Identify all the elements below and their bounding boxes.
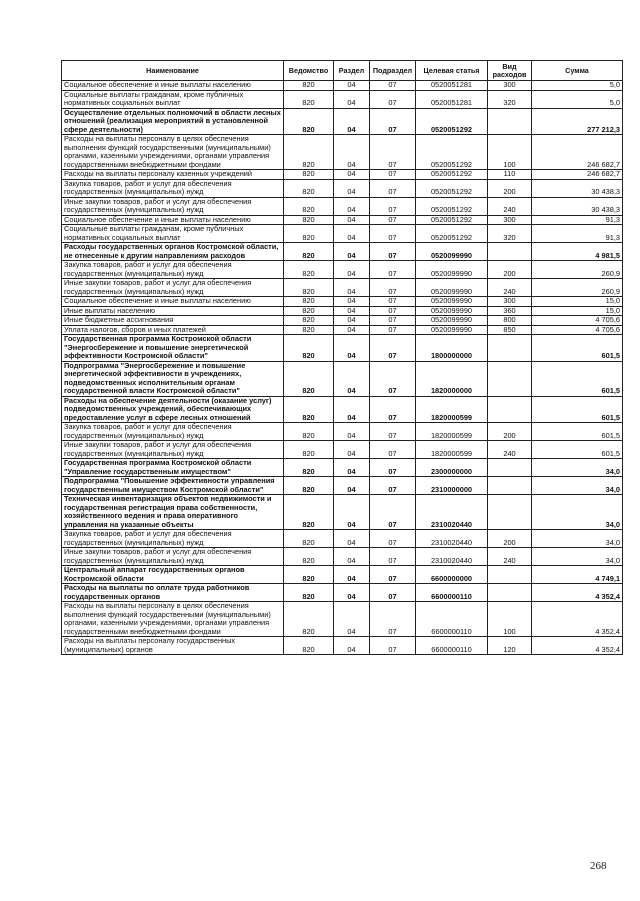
cell-expense-type — [488, 335, 532, 362]
cell-expense-type: 850 — [488, 325, 532, 335]
cell-sum: 4 749,1 — [532, 566, 623, 584]
table-row — [62, 530, 623, 548]
table-row — [62, 297, 623, 307]
table-row — [62, 108, 623, 135]
cell-dept: 820 — [284, 566, 334, 584]
table-row — [62, 316, 623, 326]
cell-expense-type: 100 — [488, 602, 532, 637]
cell-section: 04 — [334, 81, 370, 91]
cell-sum: 34,0 — [532, 548, 623, 566]
cell-name: Закупка товаров, работ и услуг для обеспечения государственных (муниципальных) нужд — [62, 261, 284, 279]
cell-sum: 4 981,5 — [532, 243, 623, 261]
cell-subsection: 07 — [370, 361, 416, 396]
cell-name: Расходы на выплаты по оплате труда работников государственных органов — [62, 584, 284, 602]
cell-name: Расходы государственных органов Костромской области, не отнесенные к другим направлениям расходов — [62, 243, 284, 261]
cell-sum: 601,5 — [532, 396, 623, 423]
cell-name: Иные закупки товаров, работ и услуг для обеспечения государственных (муниципальных) нужд — [62, 279, 284, 297]
cell-sum: 91,3 — [532, 225, 623, 243]
cell-expense-type: 300 — [488, 215, 532, 225]
cell-name: Социальные выплаты гражданам, кроме публичных нормативных социальных выплат — [62, 225, 284, 243]
cell-target-article: 0520099990 — [416, 297, 488, 307]
cell-target-article: 6600000000 — [416, 566, 488, 584]
cell-sum: 601,5 — [532, 361, 623, 396]
table-row — [62, 179, 623, 197]
cell-subsection: 07 — [370, 108, 416, 135]
cell-expense-type — [488, 243, 532, 261]
cell-section: 04 — [334, 316, 370, 326]
cell-dept: 820 — [284, 361, 334, 396]
cell-dept: 820 — [284, 548, 334, 566]
cell-expense-type: 200 — [488, 179, 532, 197]
table-row — [62, 90, 623, 108]
cell-name: Закупка товаров, работ и услуг для обеспечения государственных (муниципальных) нужд — [62, 423, 284, 441]
cell-subsection: 07 — [370, 316, 416, 326]
cell-expense-type — [488, 495, 532, 530]
cell-section: 04 — [334, 441, 370, 459]
cell-dept: 820 — [284, 477, 334, 495]
cell-expense-type — [488, 584, 532, 602]
cell-sum: 601,5 — [532, 441, 623, 459]
cell-dept: 820 — [284, 396, 334, 423]
cell-target-article: 0520099990 — [416, 306, 488, 316]
cell-target-article: 1820000000 — [416, 361, 488, 396]
cell-expense-type: 320 — [488, 90, 532, 108]
cell-dept: 820 — [284, 316, 334, 326]
cell-target-article: 0520051292 — [416, 215, 488, 225]
cell-name: Подпрограмма "Повышение эффективности управления государственным имуществом Костромской области" — [62, 477, 284, 495]
cell-name: Техническая инвентаризация объектов недвижимости и государственная регистрация права собственности, хозяйственного ведения и права оперативного управления на указанные объекты — [62, 495, 284, 530]
cell-sum: 4 705,6 — [532, 325, 623, 335]
cell-dept: 820 — [284, 637, 334, 655]
cell-expense-type: 110 — [488, 170, 532, 180]
cell-dept: 820 — [284, 423, 334, 441]
cell-section: 04 — [334, 566, 370, 584]
cell-section: 04 — [334, 584, 370, 602]
header-sum: Сумма — [532, 61, 623, 81]
cell-expense-type — [488, 459, 532, 477]
cell-expense-type: 200 — [488, 261, 532, 279]
cell-name: Иные закупки товаров, работ и услуг для обеспечения государственных (муниципальных) нужд — [62, 441, 284, 459]
cell-dept: 820 — [284, 297, 334, 307]
cell-name: Иные закупки товаров, работ и услуг для обеспечения государственных (муниципальных) нужд — [62, 197, 284, 215]
cell-expense-type — [488, 361, 532, 396]
cell-subsection: 07 — [370, 90, 416, 108]
cell-subsection: 07 — [370, 225, 416, 243]
cell-expense-type: 120 — [488, 637, 532, 655]
cell-subsection: 07 — [370, 325, 416, 335]
header-expense-type: Вид расходов — [488, 61, 532, 81]
cell-dept: 820 — [284, 306, 334, 316]
table-row — [62, 441, 623, 459]
header-subsection: Подраздел — [370, 61, 416, 81]
cell-dept: 820 — [284, 459, 334, 477]
cell-dept: 820 — [284, 584, 334, 602]
cell-dept: 820 — [284, 81, 334, 91]
cell-dept: 820 — [284, 243, 334, 261]
cell-name: Подпрограмма "Энергосбережение и повышение энергетической эффективности в учреждениях, подведомственных исполнительным органам государственной власти Костромской области" — [62, 361, 284, 396]
cell-target-article: 1820000599 — [416, 396, 488, 423]
cell-subsection: 07 — [370, 261, 416, 279]
cell-name: Государственная программа Костромской области "Управление государственным имуществом" — [62, 459, 284, 477]
cell-expense-type — [488, 566, 532, 584]
table-header-row — [62, 61, 623, 81]
cell-dept: 820 — [284, 215, 334, 225]
table-row — [62, 396, 623, 423]
cell-dept: 820 — [284, 179, 334, 197]
cell-section: 04 — [334, 396, 370, 423]
cell-subsection: 07 — [370, 81, 416, 91]
cell-target-article: 0520051292 — [416, 135, 488, 170]
cell-expense-type — [488, 396, 532, 423]
cell-section: 04 — [334, 637, 370, 655]
cell-section: 04 — [334, 135, 370, 170]
header-section: Раздел — [334, 61, 370, 81]
cell-section: 04 — [334, 279, 370, 297]
cell-subsection: 07 — [370, 215, 416, 225]
cell-target-article: 0520051292 — [416, 225, 488, 243]
cell-section: 04 — [334, 459, 370, 477]
cell-name: Социальное обеспечение и иные выплаты населению — [62, 215, 284, 225]
header-dept: Ведомство — [284, 61, 334, 81]
cell-target-article: 0520099990 — [416, 325, 488, 335]
cell-section: 04 — [334, 477, 370, 495]
cell-dept: 820 — [284, 108, 334, 135]
table-body — [62, 81, 623, 655]
cell-subsection: 07 — [370, 459, 416, 477]
cell-sum: 4 352,4 — [532, 584, 623, 602]
cell-sum: 15,0 — [532, 306, 623, 316]
cell-subsection: 07 — [370, 530, 416, 548]
cell-sum: 30 438,3 — [532, 179, 623, 197]
cell-name: Социальные выплаты гражданам, кроме публичных нормативных социальных выплат — [62, 90, 284, 108]
cell-target-article: 1820000599 — [416, 441, 488, 459]
cell-target-article: 0520051292 — [416, 108, 488, 135]
cell-section: 04 — [334, 170, 370, 180]
table-row — [62, 477, 623, 495]
cell-subsection: 07 — [370, 477, 416, 495]
table-row — [62, 548, 623, 566]
cell-target-article: 6600000110 — [416, 637, 488, 655]
cell-target-article: 0520099990 — [416, 316, 488, 326]
cell-target-article: 1800000000 — [416, 335, 488, 362]
table-row — [62, 243, 623, 261]
cell-target-article: 0520051281 — [416, 90, 488, 108]
cell-sum: 601,5 — [532, 335, 623, 362]
cell-name: Центральный аппарат государственных органов Костромской области — [62, 566, 284, 584]
cell-name: Расходы на обеспечение деятельности (оказание услуг) подведомственных учреждений, обеспечивающих предоставление услуг в сфере лесных отношений — [62, 396, 284, 423]
cell-section: 04 — [334, 225, 370, 243]
cell-section: 04 — [334, 361, 370, 396]
cell-sum: 5,0 — [532, 81, 623, 91]
cell-name: Закупка товаров, работ и услуг для обеспечения государственных (муниципальных) нужд — [62, 530, 284, 548]
cell-name: Осуществление отдельных полномочий в области лесных отношений (реализация мероприятий в установленной сфере деятельности) — [62, 108, 284, 135]
cell-name: Государственная программа Костромской области "Энергосбережение и повышение энергетической эффективности Костромской области" — [62, 335, 284, 362]
cell-name: Расходы на выплаты персоналу в целях обеспечения выполнения функций государственными (муниципальными) органами, казенными учреждениями, органами управления государственными внебюджетными фондами — [62, 135, 284, 170]
page-number: 268 — [590, 860, 607, 872]
cell-sum: 30 438,3 — [532, 197, 623, 215]
cell-dept: 820 — [284, 90, 334, 108]
cell-section: 04 — [334, 335, 370, 362]
cell-section: 04 — [334, 325, 370, 335]
header-name: Наименование — [62, 61, 284, 81]
cell-name: Иные выплаты населению — [62, 306, 284, 316]
cell-section: 04 — [334, 530, 370, 548]
table-row — [62, 637, 623, 655]
cell-section: 04 — [334, 108, 370, 135]
cell-sum: 34,0 — [532, 477, 623, 495]
cell-expense-type: 100 — [488, 135, 532, 170]
cell-section: 04 — [334, 243, 370, 261]
cell-subsection: 07 — [370, 297, 416, 307]
cell-subsection: 07 — [370, 566, 416, 584]
table-row — [62, 261, 623, 279]
cell-dept: 820 — [284, 602, 334, 637]
cell-name: Социальное обеспечение и иные выплаты населению — [62, 81, 284, 91]
cell-target-article: 2310020440 — [416, 495, 488, 530]
budget-table — [61, 60, 623, 655]
cell-expense-type — [488, 108, 532, 135]
cell-expense-type: 240 — [488, 441, 532, 459]
table-row — [62, 602, 623, 637]
cell-sum: 4 705,6 — [532, 316, 623, 326]
cell-section: 04 — [334, 90, 370, 108]
table-row — [62, 335, 623, 362]
cell-dept: 820 — [284, 495, 334, 530]
cell-name: Уплата налогов, сборов и иных платежей — [62, 325, 284, 335]
header-target-article: Целевая статья — [416, 61, 488, 81]
cell-dept: 820 — [284, 225, 334, 243]
table-row — [62, 325, 623, 335]
table-row — [62, 495, 623, 530]
cell-sum: 34,0 — [532, 495, 623, 530]
cell-section: 04 — [334, 179, 370, 197]
cell-sum: 15,0 — [532, 297, 623, 307]
budget-table-container — [61, 60, 622, 655]
cell-expense-type: 300 — [488, 81, 532, 91]
cell-target-article: 2310020440 — [416, 530, 488, 548]
cell-sum: 277 212,3 — [532, 108, 623, 135]
table-row — [62, 135, 623, 170]
table-row — [62, 225, 623, 243]
cell-dept: 820 — [284, 441, 334, 459]
cell-subsection: 07 — [370, 396, 416, 423]
cell-subsection: 07 — [370, 197, 416, 215]
cell-section: 04 — [334, 197, 370, 215]
cell-target-article: 0520099990 — [416, 261, 488, 279]
cell-dept: 820 — [284, 279, 334, 297]
cell-target-article: 1820000599 — [416, 423, 488, 441]
cell-section: 04 — [334, 495, 370, 530]
cell-target-article: 0520051281 — [416, 81, 488, 91]
cell-dept: 820 — [284, 170, 334, 180]
cell-expense-type: 240 — [488, 197, 532, 215]
cell-subsection: 07 — [370, 441, 416, 459]
table-row — [62, 423, 623, 441]
cell-expense-type: 200 — [488, 530, 532, 548]
cell-sum: 260,9 — [532, 279, 623, 297]
cell-sum: 34,0 — [532, 530, 623, 548]
cell-target-article: 2310020440 — [416, 548, 488, 566]
cell-section: 04 — [334, 602, 370, 637]
cell-name: Расходы на выплаты персоналу в целях обеспечения выполнения функций государственными (муниципальными) органами, казенными учреждениями, органами управления государственными внебюджетными фондами — [62, 602, 284, 637]
table-row — [62, 279, 623, 297]
cell-section: 04 — [334, 423, 370, 441]
cell-section: 04 — [334, 297, 370, 307]
table-row — [62, 361, 623, 396]
cell-target-article: 0520099990 — [416, 243, 488, 261]
table-row — [62, 584, 623, 602]
cell-sum: 246 682,7 — [532, 170, 623, 180]
cell-expense-type: 800 — [488, 316, 532, 326]
cell-subsection: 07 — [370, 548, 416, 566]
cell-name: Расходы на выплаты персоналу казенных учреждений — [62, 170, 284, 180]
cell-sum: 91,3 — [532, 215, 623, 225]
cell-name: Закупка товаров, работ и услуг для обеспечения государственных (муниципальных) нужд — [62, 179, 284, 197]
cell-subsection: 07 — [370, 637, 416, 655]
cell-name: Расходы на выплаты персоналу государственных (муниципальных) органов — [62, 637, 284, 655]
cell-expense-type: 320 — [488, 225, 532, 243]
cell-dept: 820 — [284, 325, 334, 335]
cell-expense-type — [488, 477, 532, 495]
cell-subsection: 07 — [370, 306, 416, 316]
cell-name: Социальное обеспечение и иные выплаты населению — [62, 297, 284, 307]
cell-section: 04 — [334, 548, 370, 566]
cell-dept: 820 — [284, 530, 334, 548]
cell-target-article: 0520099990 — [416, 279, 488, 297]
cell-section: 04 — [334, 215, 370, 225]
cell-sum: 601,5 — [532, 423, 623, 441]
cell-target-article: 6600000110 — [416, 584, 488, 602]
cell-subsection: 07 — [370, 584, 416, 602]
cell-subsection: 07 — [370, 243, 416, 261]
cell-target-article: 2310000000 — [416, 477, 488, 495]
cell-dept: 820 — [284, 135, 334, 170]
cell-dept: 820 — [284, 335, 334, 362]
cell-subsection: 07 — [370, 179, 416, 197]
cell-subsection: 07 — [370, 495, 416, 530]
cell-target-article: 0520051292 — [416, 170, 488, 180]
table-row — [62, 459, 623, 477]
cell-subsection: 07 — [370, 135, 416, 170]
cell-expense-type: 200 — [488, 423, 532, 441]
cell-expense-type: 360 — [488, 306, 532, 316]
cell-subsection: 07 — [370, 335, 416, 362]
cell-target-article: 6600000110 — [416, 602, 488, 637]
table-row — [62, 197, 623, 215]
cell-section: 04 — [334, 261, 370, 279]
cell-section: 04 — [334, 306, 370, 316]
cell-target-article: 0520051292 — [416, 197, 488, 215]
table-row — [62, 170, 623, 180]
cell-sum: 4 352,4 — [532, 602, 623, 637]
cell-name: Иные закупки товаров, работ и услуг для обеспечения государственных (муниципальных) нужд — [62, 548, 284, 566]
cell-sum: 260,9 — [532, 261, 623, 279]
cell-dept: 820 — [284, 261, 334, 279]
cell-target-article: 0520051292 — [416, 179, 488, 197]
table-row — [62, 566, 623, 584]
cell-subsection: 07 — [370, 279, 416, 297]
cell-sum: 34,0 — [532, 459, 623, 477]
cell-sum: 5,0 — [532, 90, 623, 108]
cell-subsection: 07 — [370, 423, 416, 441]
cell-dept: 820 — [284, 197, 334, 215]
table-row — [62, 215, 623, 225]
cell-subsection: 07 — [370, 170, 416, 180]
cell-expense-type: 300 — [488, 297, 532, 307]
cell-expense-type: 240 — [488, 279, 532, 297]
table-row — [62, 81, 623, 91]
cell-sum: 246 682,7 — [532, 135, 623, 170]
cell-target-article: 2300000000 — [416, 459, 488, 477]
table-row — [62, 306, 623, 316]
cell-subsection: 07 — [370, 602, 416, 637]
cell-name: Иные бюджетные ассигнования — [62, 316, 284, 326]
cell-expense-type: 240 — [488, 548, 532, 566]
cell-sum: 4 352,4 — [532, 637, 623, 655]
